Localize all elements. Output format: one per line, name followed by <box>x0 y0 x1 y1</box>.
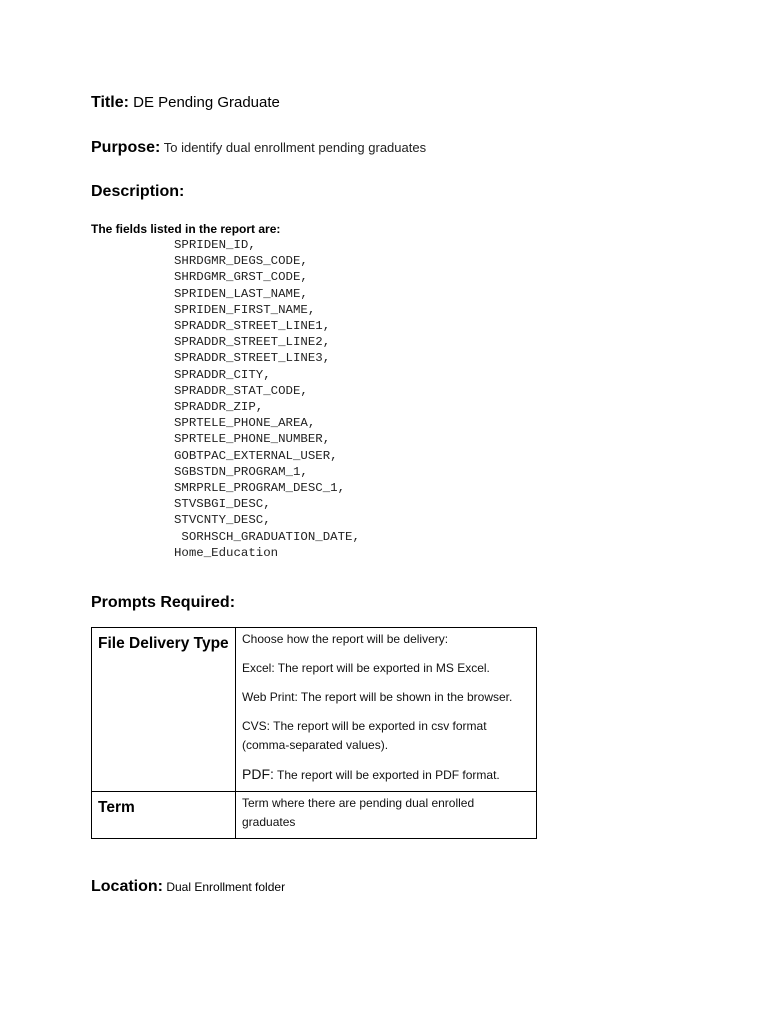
purpose-label: Purpose: <box>91 139 161 156</box>
title-label: Title: <box>91 94 129 111</box>
location-line <box>91 878 285 896</box>
excel-option-text: Excel: The report will be exported in MS Excel. <box>242 661 490 675</box>
prompt-name-cell: Term <box>92 792 236 839</box>
field-item: SHRDGMR_DEGS_CODE, <box>174 254 308 269</box>
table-row <box>92 792 537 839</box>
pdf-label: PDF: <box>242 766 274 782</box>
description-heading: Description: <box>91 183 185 200</box>
purpose-value: To identify dual enrollment pending graduates <box>163 140 427 155</box>
field-item: STVCNTY_DESC, <box>174 513 271 528</box>
field-item: SGBSTDN_PROGRAM_1, <box>174 464 308 479</box>
fields-intro: The fields listed in the report are: <box>91 222 281 236</box>
table-row <box>92 628 537 792</box>
prompts-table <box>91 627 537 839</box>
field-item: SPRADDR_STREET_LINE3, <box>174 351 331 366</box>
field-item: SPRTELE_PHONE_NUMBER, <box>174 432 331 447</box>
prompt-description-cell <box>236 628 537 792</box>
field-list <box>174 237 360 561</box>
prompts-heading: Prompts Required: <box>91 594 236 611</box>
field-item: SORHSCH_GRADUATION_DATE, <box>174 529 360 544</box>
prompt-name-cell: File Delivery Type <box>92 628 236 792</box>
field-item: SHRDGMR_GRST_CODE, <box>174 270 308 285</box>
field-item: SPRIDEN_LAST_NAME, <box>174 286 308 301</box>
field-item: SPRADDR_CITY, <box>174 367 271 382</box>
web-print-option-text: Web Print: The report will be shown in the browser. <box>242 690 513 704</box>
field-item: SPRIDEN_ID, <box>174 238 256 252</box>
field-item: SPRADDR_STREET_LINE2, <box>174 335 331 350</box>
field-item: SPRADDR_ZIP, <box>174 400 264 415</box>
field-item: GOBTPAC_EXTERNAL_USER, <box>174 448 338 463</box>
term-description-text: Term where there are pending dual enrolled graduates <box>242 796 475 829</box>
purpose-line <box>91 139 426 157</box>
field-item: SMRPRLE_PROGRAM_DESC_1, <box>174 481 346 496</box>
location-label: Location: <box>91 878 163 895</box>
field-item: SPRTELE_PHONE_AREA, <box>174 416 316 431</box>
pdf-description: The report will be exported in PDF format. <box>273 768 500 782</box>
field-item: SPRIDEN_FIRST_NAME, <box>174 302 316 317</box>
prompt-intro-text: Choose how the report will be delivery: <box>242 632 449 646</box>
pdf-option-text <box>242 765 530 785</box>
field-item: STVSBGI_DESC, <box>174 497 271 512</box>
field-item: SPRADDR_STREET_LINE1, <box>174 319 331 334</box>
location-value: Dual Enrollment folder <box>166 880 286 894</box>
prompt-description-cell <box>236 792 537 839</box>
field-item: Home_Education <box>174 545 279 560</box>
cvs-option-text: CVS: The report will be exported in csv format (comma-separated values). <box>242 719 487 752</box>
field-item: SPRADDR_STAT_CODE, <box>174 383 308 398</box>
title-line <box>91 94 280 112</box>
title-value: DE Pending Graduate <box>133 94 280 111</box>
